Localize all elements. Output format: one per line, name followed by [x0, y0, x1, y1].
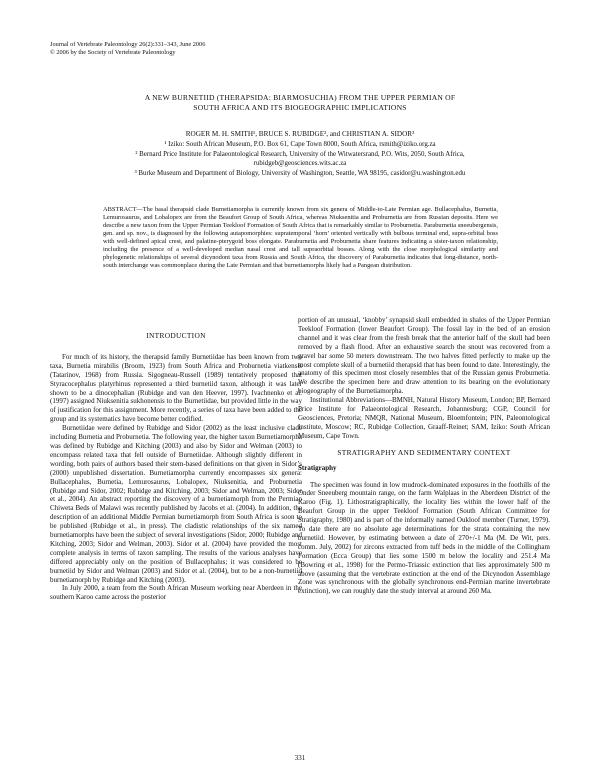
affiliation-2-email: rubidgeb@geosciences.wits.ac.za: [253, 160, 347, 167]
affiliation-2: ² Bernard Price Institute for Palaeontological Research, University of the Witwatersrand, P.O. Wits, 2050, South Africa,: [135, 151, 465, 158]
left-column: [50, 332, 302, 602]
intro-paragraph-continued: portion of an unusual, ‘knobby’ synapsid skull embedded in shales of the Upper Permian Teekloof Formation (lower Beaufort Group). The fossil lay in the bed of an erosion channel and it was clear from the fresh break that the anterior half of the skull had been removed by a flash flood. After an exhaustive search the snout was recovered from a gravel bar some 50 meters downstream. The two halves fitted perfectly to make up the most complete skull of a burnetiid therapsid that has been found to date. Interestingly, the anatomy of this specimen most closely resembles that of the Russian genus Proburnetia. We describe the specimen here and draw attention to its bearing on the evolutionary biogeography of the Burnetiamorpha.: [298, 316, 550, 396]
affiliation-1: ¹ Iziko: South African Museum, P.O. Box 61, Cape Town 8000, South Africa, rsmith@iziko.org.za: [164, 141, 436, 148]
copyright-line: © 2006 by the Society of Vertebrate Paleontology: [50, 48, 176, 56]
page-number: 331: [294, 754, 306, 762]
institutional-abbreviations: Institutional Abbreviations—BMNH, Natural History Museum, London; BP, Bernard Price Institute for Palaeontological Research, Johannesburg; CGP, Council for Geosciences, Pretoria; NMQR, National Museum, Bloemfontein; PIN, Paleontological Institute, Moscow; RC, Rubidge Collection, Graaff-Reinet; SAM, Iziko: South African Museum, Cape Town.: [298, 396, 550, 440]
stratigraphy-paragraph-1: The specimen was found in low mudrock-dominated exposures in the foothills of the Onder Sneeuberg mountain range, on the farm Walplaas in the Aberdeen District of the Karoo (Fig. 1). Lithostratigraphically, the locality lies within the lower half of the Beaufort Group in the upper Teekloof Formation (South African Committee for Stratigraphy, 1980) and is part of the informally named Oukloof member (Turner, 1979). To date there are no absolute age determinations for the strata containing the new burnetiid. However, by estimating between a date of 270+/-1 Ma (M. De Wit, pers. comm. July, 2002) for zircons extracted from tuff beds in the middle of the Collingham Formation (Ecca Group) that lies some 1500 m below the locality and 251.4 Ma (Bowring et al., 1998) for the Permo-Triassic extinction that lies approximately 500 m above (assuming that the vertebrate extinction at the end of the Dicynodon Assemblage Zone was synchronous with the globally synchronous end-Permian marine invertebrate extinction), we can roughly date the study interval at around 260 Ma.: [298, 480, 550, 596]
title-line-2: SOUTH AFRICA AND ITS BIOGEOGRAPHIC IMPLICATIONS: [193, 103, 407, 112]
affiliation-3: ³ Burke Museum and Department of Biology, University of Washington, Seattle, WA 98195, casidor@u.washington.edu: [134, 170, 466, 177]
intro-paragraph-2: Burnetiidae were defined by Rubidge and Sidor (2002) as the least inclusive clade including Burnetia and Proburnetia. The following year, the higher taxon Burnetiamorpha was defined by Rubidge and Kitching (2003) and also by Sidor and Welman (2003) to encompass related taxa that fell outside of Burnetiidae. Although slightly different in wording, both pairs of authors based their stem-based definitions on that given in Sidor’s (2000) unpublished dissertation. Burnetiamorpha currently encompasses six genera: Bullacephalus, Burnetia, Lemurosaurus, Lobalopex, Niuksenitia, and Proburnetia (Rubidge and Sidor, 2002; Rubidge and Kitching, 2003; Sidor and Welman, 2003; Sidor et al., 2004). An abstract reporting the discovery of a burnetiamorph from the Permian Chiweta Beds of Malawi was recently published by Jacobs et al. (2004). In addition, the description of an additional Middle Permian burnetiamorph from South Africa is soon to be published (Rubidge et al., in press). The cladistic relationships of the six named burnetiamorphs have been the subject of several investigations (Sidor, 2000; Rubidge and Kitching, 2003; Sidor and Welman, 2003). Sidor et al. (2004) have provided the most complete analysis in terms of taxon sampling. The results of the various analyses have differed appreciably only on the position of Bullacephalus; it was considered to be burnetiid by Sidor and Welman (2003) and Sidor et al. (2004), but to be a non-burnetiid burnetiamorph by Rubidge and Kitching (2003).: [50, 424, 302, 584]
journal-reference: [50, 41, 205, 56]
intro-paragraph-1: For much of its history, the therapsid family Burnetiidae has been known from two taxa, Burnetia mirabilis (Broom, 1923) from South Africa and Proburnetia viatkensis (Tatarinov, 1968) from Russia. Sigogneau-Russell (1989) tentatively proposed that Styracocephalus platyrhinus represented a third burnetiid taxon, although it was later shown to be a dinocephalian (Rubidge and van den Heever, 1997). Ivachnenko et al. (1997) assigned Niuksenitia sukhonensis to the Burnetiidae, but provided little in the way of justification for this assignment. More recently, a series of taxa have been added to the group and its systematics have become better codified.: [50, 352, 302, 424]
title-line-1: A NEW BURNETIID (THERAPSIDA: BIARMOSUCHIA) FROM THE UPPER PERMIAN OF: [144, 93, 456, 102]
section-heading-introduction: INTRODUCTION: [146, 331, 206, 340]
journal-citation: Journal of Vertebrate Paleontology 26(2):331–343, June 2006: [50, 41, 206, 48]
section-heading-stratigraphy: STRATIGRAPHY AND SEDIMENTARY CONTEXT: [337, 447, 511, 457]
subheading-stratigraphy: Stratigraphy: [298, 463, 337, 472]
abstract: ABSTRACT—The basal therapsid clade Burnetiamorpha is currently known from six genera of Middle-to-Late Permian age. Bullacephalus, Burnetia, Lemurosaurus, and Lobalopex are from the Beaufort Group of South Africa, whereas Niuksenitia and Proburnetia are from Russian deposits. Here we describe a new taxon from the Upper Permian Teekloof Formation of South Africa that is remarkably similar to Proburnetia. Paraburnetia sneeubergensis, gen. and sp. nov., is diagnosed by the following autapomorphies: supratemporal ‘horn’ oriented vertically with bulbous terminal end, supra-orbital boss with well-defined apical crest, and palatine-pterygoid boss elongate. Paraburnetia and Proburnetia share features indicating a sister-taxon relationship, including the presence of a well-developed median nasal crest and tall supraorbital bosses. Along with the close morphological similarity and phylogenetic relationships of several dicynodont taxa from Russia and South Africa, the discovery of Paraburnetia indicates that long-distance, north-south interchange was commonplace during the Late Permian and that burnetiamorphs likely had a Pangean distribution.: [103, 206, 498, 269]
article-title: [40, 93, 560, 113]
intro-paragraph-3: In July 2000, a team from the South African Museum working near Aberdeen in the southern Karoo came across the posterior: [50, 584, 302, 602]
author-list: ROGER M. H. SMITH¹, BRUCE S. RUBIDGE², and CHRISTIAN A. SIDOR³: [185, 130, 415, 138]
right-column: [298, 316, 550, 596]
